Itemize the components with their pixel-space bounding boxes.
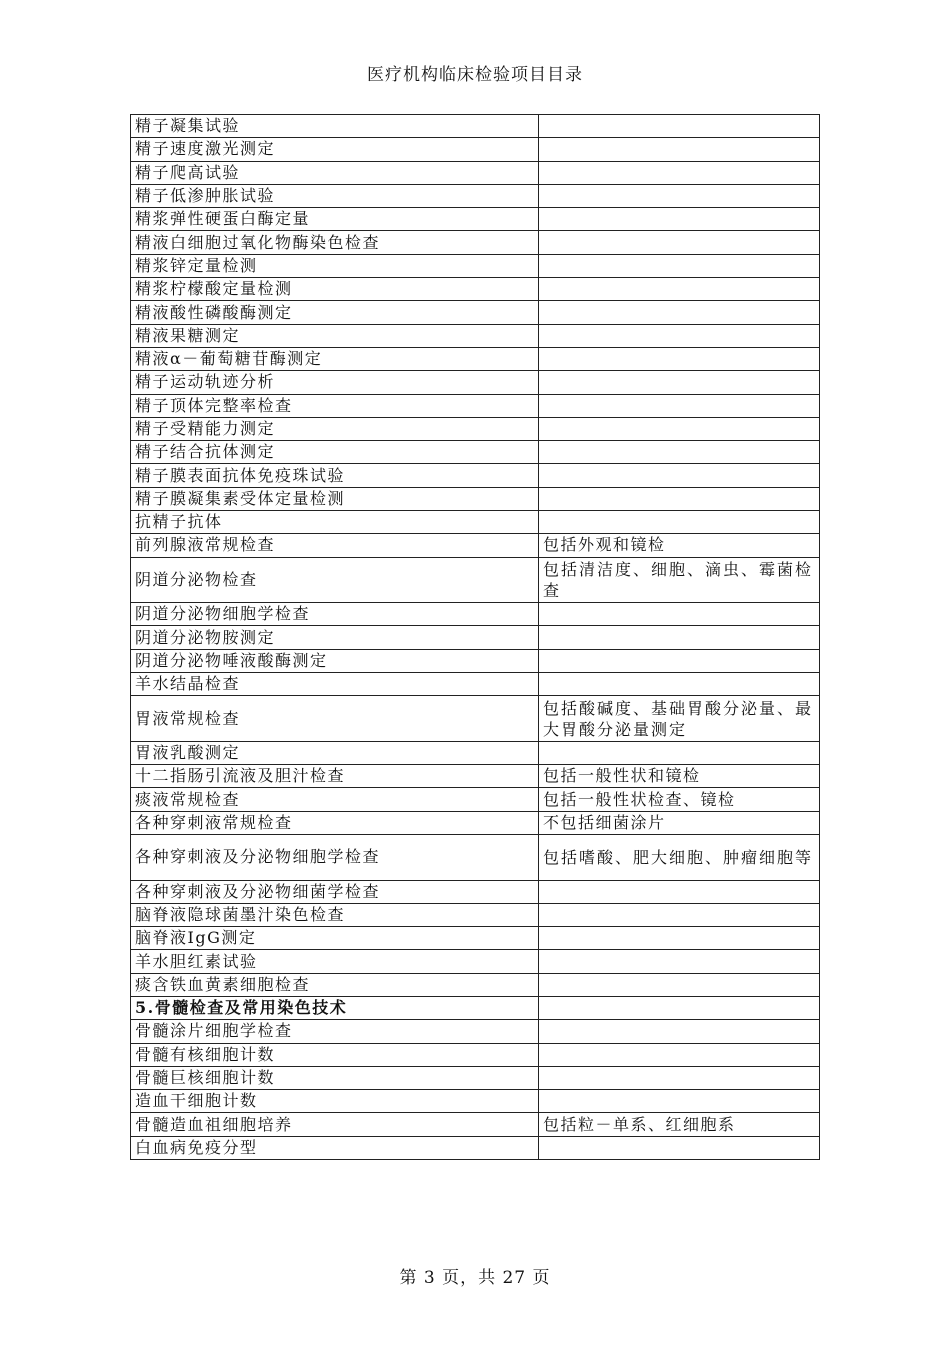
item-name-cell: 胃液乳酸测定 <box>131 741 539 764</box>
table-row <box>131 811 820 834</box>
item-note-cell <box>539 115 820 138</box>
table-row <box>131 464 820 487</box>
item-name-cell: 胃液常规检查 <box>131 696 539 742</box>
item-note-cell <box>539 927 820 950</box>
item-name-cell: 精子低渗肿胀试验 <box>131 184 539 207</box>
table-row <box>131 741 820 764</box>
item-note-cell <box>539 441 820 464</box>
item-note-cell <box>539 880 820 903</box>
item-note-cell <box>539 138 820 161</box>
item-note-cell <box>539 626 820 649</box>
item-note-cell <box>539 254 820 277</box>
item-name-cell: 痰液常规检查 <box>131 788 539 811</box>
item-note-cell <box>539 487 820 510</box>
table-row <box>131 371 820 394</box>
table-row <box>131 161 820 184</box>
item-note-cell <box>539 903 820 926</box>
table-row <box>131 487 820 510</box>
item-name-cell: 精子爬高试验 <box>131 161 539 184</box>
item-note-cell <box>539 511 820 534</box>
item-note-cell <box>539 741 820 764</box>
item-name-cell: 精浆弹性硬蛋白酶定量 <box>131 208 539 231</box>
table-row <box>131 626 820 649</box>
table-row <box>131 1090 820 1113</box>
table-row <box>131 1066 820 1089</box>
item-note-cell <box>539 394 820 417</box>
table-row <box>131 788 820 811</box>
item-name-cell: 阴道分泌物胺测定 <box>131 626 539 649</box>
table-row <box>131 441 820 464</box>
item-note-cell <box>539 673 820 696</box>
item-name-cell: 脑脊液隐球菌墨汁染色检查 <box>131 903 539 926</box>
item-name-cell: 各种穿刺液及分泌物细菌学检查 <box>131 880 539 903</box>
item-name-cell: 5.骨髓检查及常用染色技术 <box>131 997 539 1020</box>
table-row <box>131 417 820 440</box>
table-row <box>131 534 820 557</box>
item-note-cell <box>539 973 820 996</box>
item-note-cell <box>539 1136 820 1159</box>
table-row <box>131 673 820 696</box>
item-note-cell <box>539 1090 820 1113</box>
item-name-cell: 精液α－葡萄糖苷酶测定 <box>131 347 539 370</box>
item-name-cell: 造血干细胞计数 <box>131 1090 539 1113</box>
catalog-table <box>130 114 820 1160</box>
item-name-cell: 阴道分泌物细胞学检查 <box>131 603 539 626</box>
item-note-cell <box>539 208 820 231</box>
item-note-cell: 包括清洁度、细胞、滴虫、霉菌检查 <box>539 557 820 603</box>
item-note-cell <box>539 649 820 672</box>
table-row <box>131 324 820 347</box>
item-name-cell: 精浆柠檬酸定量检测 <box>131 278 539 301</box>
item-name-cell: 精子膜表面抗体免疫珠试验 <box>131 464 539 487</box>
item-note-cell <box>539 997 820 1020</box>
item-name-cell: 骨髓巨核细胞计数 <box>131 1066 539 1089</box>
item-name-cell: 精液酸性磷酸酶测定 <box>131 301 539 324</box>
table-row <box>131 557 820 603</box>
table-row <box>131 696 820 742</box>
item-name-cell: 抗精子抗体 <box>131 511 539 534</box>
table-row <box>131 184 820 207</box>
table-row <box>131 138 820 161</box>
item-note-cell <box>539 184 820 207</box>
item-name-cell: 精子膜凝集素受体定量检测 <box>131 487 539 510</box>
item-name-cell: 精子凝集试验 <box>131 115 539 138</box>
item-note-cell: 包括粒－单系、红细胞系 <box>539 1113 820 1136</box>
table-row <box>131 765 820 788</box>
item-name-cell: 精子运动轨迹分析 <box>131 371 539 394</box>
item-name-cell: 骨髓涂片细胞学检查 <box>131 1020 539 1043</box>
item-note-cell <box>539 231 820 254</box>
item-note-cell <box>539 161 820 184</box>
item-note-cell <box>539 1066 820 1089</box>
item-name-cell: 前列腺液常规检查 <box>131 534 539 557</box>
table-row <box>131 835 820 881</box>
table-row <box>131 880 820 903</box>
item-note-cell <box>539 1043 820 1066</box>
item-note-cell <box>539 278 820 301</box>
item-note-cell <box>539 464 820 487</box>
table-row <box>131 278 820 301</box>
item-name-cell: 骨髓有核细胞计数 <box>131 1043 539 1066</box>
item-name-cell: 十二指肠引流液及胆汁检查 <box>131 765 539 788</box>
item-note-cell <box>539 324 820 347</box>
item-name-cell: 阴道分泌物唾液酸酶测定 <box>131 649 539 672</box>
table-row <box>131 208 820 231</box>
table-row <box>131 231 820 254</box>
table-row <box>131 347 820 370</box>
item-note-cell: 包括外观和镜检 <box>539 534 820 557</box>
table-row <box>131 1136 820 1159</box>
item-name-cell: 精浆锌定量检测 <box>131 254 539 277</box>
table-row <box>131 511 820 534</box>
table-row <box>131 903 820 926</box>
table-row <box>131 603 820 626</box>
item-name-cell: 阴道分泌物检查 <box>131 557 539 603</box>
table-row <box>131 973 820 996</box>
table-row <box>131 927 820 950</box>
table-row <box>131 649 820 672</box>
item-name-cell: 精液白细胞过氧化物酶染色检查 <box>131 231 539 254</box>
item-note-cell <box>539 301 820 324</box>
item-name-cell: 精液果糖测定 <box>131 324 539 347</box>
item-name-cell: 精子受精能力测定 <box>131 417 539 440</box>
item-note-cell: 包括酸碱度、基础胃酸分泌量、最大胃酸分泌量测定 <box>539 696 820 742</box>
table-row <box>131 1043 820 1066</box>
item-name-cell: 白血病免疫分型 <box>131 1136 539 1159</box>
page-number: 第 3 页，共 27 页 <box>399 1268 551 1288</box>
item-name-cell: 精子结合抗体测定 <box>131 441 539 464</box>
item-name-cell: 精子速度激光测定 <box>131 138 539 161</box>
item-note-cell <box>539 371 820 394</box>
item-note-cell <box>539 1020 820 1043</box>
item-note-cell: 包括一般性状检查、镜检 <box>539 788 820 811</box>
catalog-table-body <box>131 115 820 1160</box>
table-row <box>131 301 820 324</box>
item-name-cell: 各种穿刺液及分泌物细胞学检查 <box>131 835 539 881</box>
table-row <box>131 254 820 277</box>
item-name-cell: 各种穿刺液常规检查 <box>131 811 539 834</box>
item-note-cell <box>539 347 820 370</box>
table-row <box>131 950 820 973</box>
item-name-cell: 精子顶体完整率检查 <box>131 394 539 417</box>
item-note-cell <box>539 603 820 626</box>
item-note-cell: 包括嗜酸、肥大细胞、肿瘤细胞等 <box>539 835 820 881</box>
table-row <box>131 1020 820 1043</box>
item-name-cell: 痰含铁血黄素细胞检查 <box>131 973 539 996</box>
table-row <box>131 1113 820 1136</box>
item-note-cell <box>539 417 820 440</box>
item-note-cell: 包括一般性状和镜检 <box>539 765 820 788</box>
table-row <box>131 394 820 417</box>
table-row <box>131 115 820 138</box>
item-name-cell: 羊水胆红素试验 <box>131 950 539 973</box>
item-name-cell: 脑脊液IgG测定 <box>131 927 539 950</box>
page-title: 医疗机构临床检验项目目录 <box>367 65 583 85</box>
section-heading-row <box>131 997 820 1020</box>
item-name-cell: 羊水结晶检查 <box>131 673 539 696</box>
item-name-cell: 骨髓造血祖细胞培养 <box>131 1113 539 1136</box>
item-note-cell: 不包括细菌涂片 <box>539 811 820 834</box>
item-note-cell <box>539 950 820 973</box>
